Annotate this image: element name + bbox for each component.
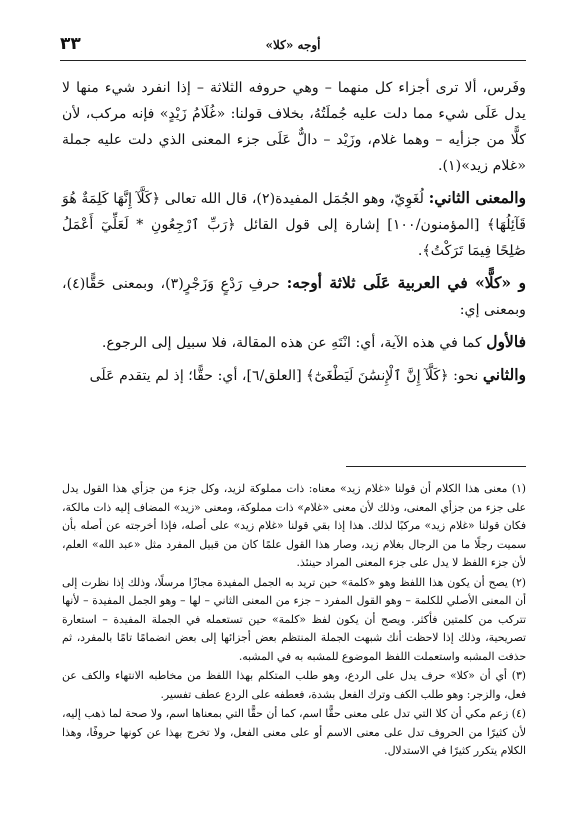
paragraph-second-meaning [62,185,526,264]
paragraph-text: حرفِ رَدْعٍ وَزَجْرٍ(٣)، وبمعنى حَقًّا(٤)، وبمعنى إي: [62,276,526,318]
paragraph-first-use [62,329,526,356]
main-text [62,74,526,395]
paragraph-lead: فالأول [486,332,526,351]
page-number: ٣٣ [60,34,81,54]
paragraph-second-use [62,362,526,389]
footnote-3: (٣) أي أن «كلا» حرف يدل على الردع، وهو طلب المتكلم بهذا اللفظ من مخاطبه الانتهاء والكف عن فعل، والزجر: وهو طلب الكف وترك الفعل بشدة، فعطفه على الردع عطف تفسير. [62,669,526,701]
paragraph-three-uses [62,270,526,323]
paragraph-lead: والمعنى الثاني: [428,188,526,207]
paragraph-lead: و «كلًّا» في العربية عَلَى ثلاثة أوجه: [286,273,526,292]
running-title: أوجه «كلا» [265,38,321,52]
page-header [60,34,526,58]
paragraph-text: لُغَوِيّ، وهو الجُمَل المفيدة(٢)، قال الله تعالى ﴿كَلَّآ إِنَّهَا كَلِمَةٌ هُوَ قَآئِلُهَا﴾ [المؤمنون/١٠٠] إشارة إلى قول القائل ﴿رَبِّ ٱرْجِعُونِ * لَعَلِّيٓ أَعْمَلُ صَٰلِحًا فِيمَا تَرَكْتُ﴾. [62,191,526,259]
footnote-2: (٢) يصح أن يكون هذا اللفظ وهو «كلمة» حين تريد به الجمل المفيدة مجازًا مرسلًا، وذلك إذا نظرت إلى أن المعنى الأصلي للكلمة – وهو القول المفرد – جزء من المعنى الثاني – لها – وهو الجمل المفيدة – لأنها تتركب من كلمتين فأكثر. ويصح أن يكون لفظ «كلمة» حين تستعمله في الجملة المفيدة – استعارة تصريحية، وذلك إذا لاحظت أنك شبهت الجملة المنتظم بعض أجزائها إلى بعض انضمامًا تامًا بالمفرد، ثم حذفت المشبه واستعملت اللفظ الموضوع للمشبه به في المشبه. [62,575,526,663]
paragraph-text: وفَرس، ألا ترى أجزاء كل منهما – وهي حروفه الثلاثة – إذا انفرد شيء منها لا يدل عَلَى شيء مما دلت عليه جُملَتُهُ، بخلاف قولنا: «غُلَامُ زَيْدٍ» فإنه مركب، لأن كلًّا من جزأيه – وهما غلام، وزَيْد – دالٌّ عَلَى جزء المعنى الذي دلت عليه جملة «غلام زيد»(١). [62,80,526,174]
paragraph-text: نحو: ﴿كَلَّآ إِنَّ ٱلْإِنسَٰنَ لَيَطْغَىٰٓ﴾ [العلق/٦]، أي: حقًّا؛ إذ لم يتقدم عَلَى [89,368,479,384]
header-rule [60,60,526,61]
footnote-separator [346,466,526,467]
paragraph-intro [62,74,526,179]
paragraph-text: كما في هذه الآية، أي: انْتَهِ عن هذه المقالة، فلا سبيل إلى الرجوع. [101,335,482,351]
footnote-4: (٤) زعم مكي أن كلا التي تدل على معنى حقًّا اسم، كما أن حقًّا التي بمعناها اسم، ولا صحة لما ذهب إليه، لأن كثيرًا من الحروف تدل على معنى الاسم أو على معنى الفعل، ولا تخرج بهذا عن كونها حروفًا، وهذا الكلام يتكرر كثيرًا في الاستدلال. [62,707,526,757]
footnote-1: (١) معنى هذا الكلام أن قولنا «غلام زيد» معناه: ذات مملوكة لزيد، وكل جزء من جزأي هذا القول يدل على جزء من جزأي المعنى، وذلك لأن معنى «غلام» ذات مملوكة، ومعنى «زيد» المضاف إليه ذات مالكة، فكان قولنا «غلام زيد» مركبًا لذلك. هذا إذا بقي قولنا «غلام زيد» على أصله، فإذا أخرجته عن أصله بأن سميت رجلًا ما من الرجال بغلام زيد، وصار هذا القول علمًا كان من قبيل المفرد مثل «عبد الله» العلم، لأن جزء اللفظ لا يدل على جزء المعنى المراد حينئذ. [62,482,526,569]
footnotes [62,480,526,762]
paragraph-lead: والثاني [482,365,526,384]
